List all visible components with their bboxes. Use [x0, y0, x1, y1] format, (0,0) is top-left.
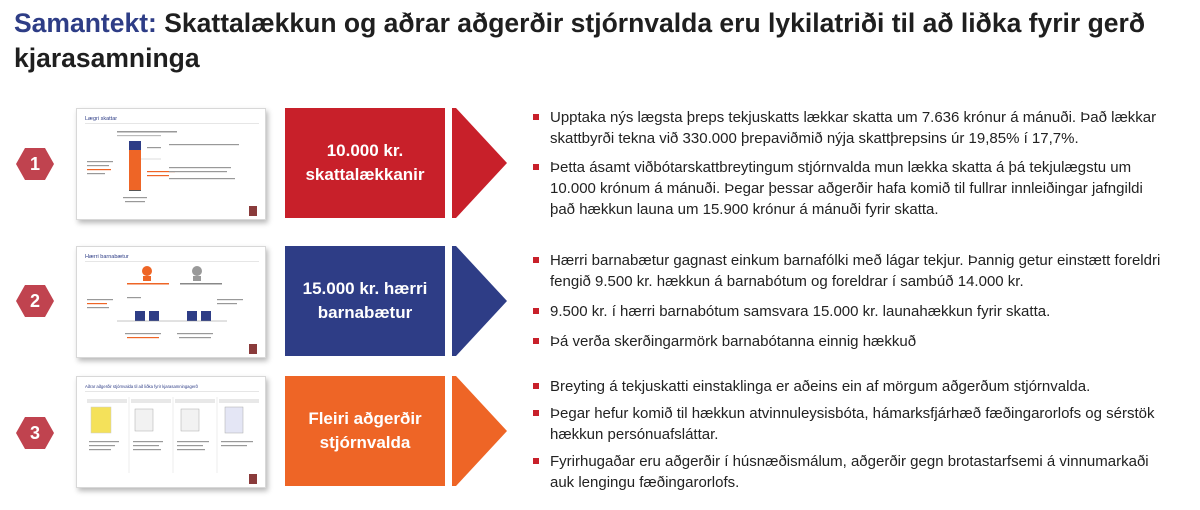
title-lead: Samantekt: — [14, 8, 157, 38]
number-label: 3 — [29, 423, 40, 443]
highlight-banner — [285, 108, 507, 218]
bullet-item: Upptaka nýs lægsta þreps tekjuskatts lækkar skatta um 7.636 krónur á mánuði. Það lækkar skattbyrði tekna við 330.000 þrepaviðmið nýja skattþrepsins úr 19,85% í 17,7%. — [532, 107, 1172, 149]
bullet-item: Hærri barnabætur gagnast einkum barnafólki með lágar tekjur. Þannig getur einstætt foreldri fengið 9.500 kr. hækkun á barnabótum og foreldrar í sambúð 14.000 kr. — [532, 250, 1172, 292]
thumbnail-title: Hærri barnabætur — [85, 254, 129, 260]
highlight-banner — [285, 376, 507, 486]
thumbnail-preview — [77, 109, 266, 220]
banner-text: 10.000 kr. skattalækkanir — [305, 141, 425, 184]
bullet-item: Þá verða skerðingarmörk barnabótanna einnig hækkuð — [532, 331, 1172, 352]
thumbnail-title: Lægri skattar — [85, 116, 118, 122]
bullet-item: 9.500 kr. í hærri barnabótum samsvara 15.000 kr. launahækkun fyrir skatta. — [532, 301, 1172, 322]
bullet-item: Fyrirhugaðar eru aðgerðir í húsnæðismálum, aðgerðir gegn brotastarfsemi á vinnumarkaði auk lengingu fæðingarorlofs. — [532, 451, 1172, 493]
bullet-item: Þegar hefur komið til hækkun atvinnuleysisbóta, hámarksfjárhæð fæðingarorlofs og sérstök hækkun persónuafsláttar. — [532, 403, 1172, 445]
number-badge — [15, 284, 55, 318]
bullet-list — [532, 376, 1172, 493]
bullet-list — [532, 250, 1172, 352]
number-label: 1 — [29, 154, 40, 174]
number-label: 2 — [29, 291, 40, 311]
bullet-item: Þetta ásamt viðbótarskattbreytingum stjórnvalda mun lækka skatta á þá tekjulægstu um 10.000 krónum á mánuði. Þegar þessar aðgerðir hafa komið til fullrar innleiðingar jafngildi það hækkun launa um 15.900 krónur á mánuði fyrir skatta. — [532, 157, 1172, 220]
number-badge — [15, 416, 55, 450]
title-text: Skattalækkun og aðrar aðgerðir stjórnvalda eru lykilatriði til að liðka fyrir gerð kjarasamninga — [14, 8, 1146, 73]
slide-thumbnail[interactable] — [76, 376, 266, 488]
slide-thumbnail[interactable] — [76, 108, 266, 220]
banner-text: Fleiri aðgerðir stjórnvalda — [308, 409, 422, 452]
banner-text: 15.000 kr. hærri barnabætur — [302, 279, 428, 322]
thumbnail-title: Aðrar aðgerðir stjórnvalda til að liðka fyrir kjarasamningagerð — [85, 384, 198, 389]
bullet-item: Breyting á tekjuskatti einstaklinga er aðeins ein af mörgum aðgerðum stjórnvalda. — [532, 376, 1172, 397]
bullet-list — [532, 107, 1172, 220]
slide-thumbnail[interactable] — [76, 246, 266, 358]
thumbnail-preview — [77, 247, 266, 358]
slide-title — [14, 6, 1184, 76]
thumbnail-preview — [77, 377, 266, 488]
number-badge — [15, 147, 55, 181]
highlight-banner — [285, 246, 507, 356]
